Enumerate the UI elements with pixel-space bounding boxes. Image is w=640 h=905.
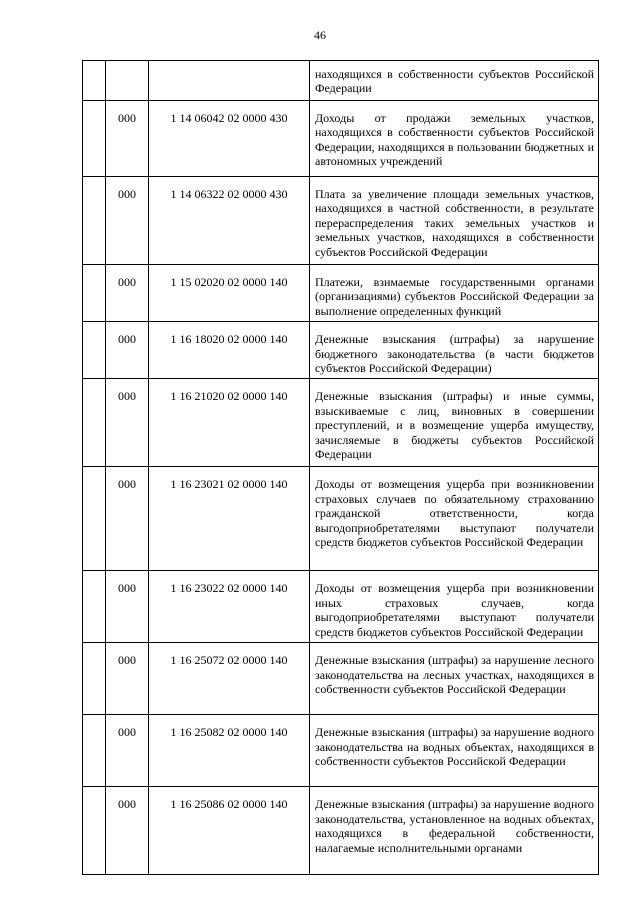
description-cell: Денежные взыскания (штрафы) за нарушение лесного законодательства на лесных участках, находящихся в собственности субъектов Российской Федерации [310, 643, 599, 715]
blank-cell [83, 571, 106, 643]
table-row [83, 787, 599, 875]
admin-code-cell: 000 [106, 379, 149, 467]
description-cell: находящихся в собственности субъектов Российской Федерации [310, 61, 599, 101]
table-row [83, 61, 599, 101]
blank-cell [83, 467, 106, 571]
description-cell: Денежные взыскания (штрафы) и иные суммы, взыскиваемые с лиц, виновных в совершении преступлений, и в возмещение ущерба имуществу, зачисляемые в бюджеты субъектов Российской Федерации [310, 379, 599, 467]
table-row [83, 643, 599, 715]
description-cell: Платежи, взимаемые государственными органами (организациями) субъектов Российской Федерации за выполнение определенных функций [310, 265, 599, 322]
table-row [83, 571, 599, 643]
budget-code-cell: 1 14 06322 02 0000 430 [149, 177, 310, 265]
budget-code-cell: 1 16 25072 02 0000 140 [149, 643, 310, 715]
page-number: 46 [314, 28, 326, 42]
description-cell: Плата за увеличение площади земельных участков, находящихся в частной собственности, в результате перераспределения таких земельных участков и земельных участков, находящихся в собственности субъектов Российской Федерации [310, 177, 599, 265]
table-row [83, 715, 599, 787]
admin-code-cell: 000 [106, 467, 149, 571]
budget-code-cell: 1 16 23022 02 0000 140 [149, 571, 310, 643]
table-row [83, 322, 599, 379]
blank-cell [83, 177, 106, 265]
admin-code-cell: 000 [106, 643, 149, 715]
description-cell: Денежные взыскания (штрафы) за нарушение бюджетного законодательства (в части бюджетов субъектов Российской Федерации) [310, 322, 599, 379]
admin-code-cell: 000 [106, 101, 149, 177]
budget-code-cell: 1 14 06042 02 0000 430 [149, 101, 310, 177]
admin-code-cell: 000 [106, 715, 149, 787]
budget-code-cell: 1 16 25082 02 0000 140 [149, 715, 310, 787]
admin-code-cell: 000 [106, 571, 149, 643]
table-row [83, 177, 599, 265]
budget-code-cell [149, 61, 310, 101]
admin-code-cell: 000 [106, 322, 149, 379]
description-cell: Доходы от продажи земельных участков, находящихся в собственности субъектов Российской Федерации, находящихся в пользовании бюджетных и автономных учреждений [310, 101, 599, 177]
description-cell: Денежные взыскания (штрафы) за нарушение водного законодательства, установленное на водных объектах, находящихся в федеральной собственности, налагаемые исполнительными органами [310, 787, 599, 875]
blank-cell [83, 787, 106, 875]
description-cell: Доходы от возмещения ущерба при возникновении иных страховых случаев, когда выгодоприобретателями выступают получатели средств бюджетов субъектов Российской Федерации [310, 571, 599, 643]
revenue-codes-table [82, 60, 599, 875]
blank-cell [83, 265, 106, 322]
table-row [83, 101, 599, 177]
table-row [83, 379, 599, 467]
budget-code-cell: 1 15 02020 02 0000 140 [149, 265, 310, 322]
table-row [83, 467, 599, 571]
budget-code-cell: 1 16 21020 02 0000 140 [149, 379, 310, 467]
admin-code-cell: 000 [106, 787, 149, 875]
blank-cell [83, 101, 106, 177]
description-cell: Доходы от возмещения ущерба при возникновении страховых случаев по обязательному страхованию гражданской ответственности, когда выгодоприобретателями выступают получатели средств бюджетов субъектов Российской Федерации [310, 467, 599, 571]
blank-cell [83, 61, 106, 101]
admin-code-cell [106, 61, 149, 101]
budget-code-cell: 1 16 25086 02 0000 140 [149, 787, 310, 875]
blank-cell [83, 643, 106, 715]
admin-code-cell: 000 [106, 177, 149, 265]
table-row [83, 265, 599, 322]
description-cell: Денежные взыскания (штрафы) за нарушение водного законодательства на водных объектах, находящихся в собственности субъектов Российской Федерации [310, 715, 599, 787]
blank-cell [83, 379, 106, 467]
blank-cell [83, 715, 106, 787]
blank-cell [83, 322, 106, 379]
budget-code-cell: 1 16 23021 02 0000 140 [149, 467, 310, 571]
budget-code-cell: 1 16 18020 02 0000 140 [149, 322, 310, 379]
admin-code-cell: 000 [106, 265, 149, 322]
